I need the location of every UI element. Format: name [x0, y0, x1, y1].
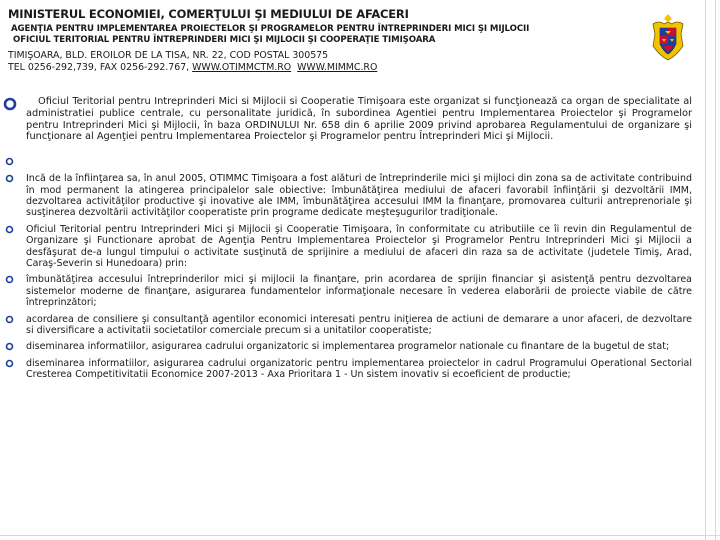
- phone-fax: TEL 0256-292,739, FAX 0256-292.767,: [8, 62, 190, 73]
- paragraph-activity: [26, 224, 692, 270]
- paragraph-text: acordarea de consiliere şi consultanţă agentilor economici interesati pentru iniţierea de actiuni de demarare a unor afaceri, de dezvoltare si diversificare a activitatii societatilor comerciale precum si a unitatilor cooperatiste;: [26, 313, 692, 337]
- website-link-otimmctm[interactable]: WWW.OTIMMCTM.RO: [192, 62, 292, 73]
- right-border-line: [705, 0, 706, 540]
- bullet-icon: [5, 342, 16, 353]
- bullet-icon: [5, 174, 16, 185]
- paragraph-text: îmbunătăţirea accesului întreprinderilor mici şi mijlocii la finanţare, prin acordarea de sprijin financiar şi asistenţă pentru dezvoltarea sistemelor moderne de finanţare, asigurarea fundamentelor informaţionale necesare în vederea elaborării de proiecte viabile de către întreprinzători;: [26, 274, 692, 309]
- paragraph-text: Oficiul Teritorial pentru Intreprinderi Mici şi Mijlocii şi Cooperatie Timişoara, în conformitate cu atributiile ce îi revin din Regulamentul de Organizare şi Functionare aprobat de Agenţia Pentru Implementarea Proiectelor şi Programelor Pentru Intreprinderi Mici şi Mijlocii a desfăşurat de-a lungul timpului o activitate susţinută de sprijinire a mediului de afaceri din raza sa de activitate (judetele Timiş, Arad, Caraş-Severin si Hunedoara) prin:: [26, 223, 692, 270]
- paragraph-intro: [26, 96, 692, 143]
- website-link-mimmc[interactable]: WWW.MIMMC.RO: [297, 62, 378, 73]
- contact-line: [8, 62, 648, 74]
- list-item-financing: [26, 274, 692, 308]
- list-item-consulting: [26, 314, 692, 337]
- paragraph-text: diseminarea informatiilor, asigurarea cadrului organizatoric pentru implementarea proiectelor in cadrul Programului Operational Sectorial Cresterea Competitivitatii Economice 2007-2013 - Axa Prioritara 1 - Un sistem inovativ si ecoeficient de productie;: [26, 357, 692, 381]
- right-border-line-outer: [715, 0, 716, 540]
- list-item-posccce: [26, 358, 692, 381]
- ministry-title: MINISTERUL ECONOMIEI, COMERŢULUI ŞI MEDIULUI DE AFACERI: [8, 7, 409, 21]
- paragraph-text: Incă de la înfiinţarea sa, în anul 2005, OTIMMC Timişoara a fost alături de întreprinderile mici şi mijloci din zona sa de activitate contribuind în mod permanent la atingerea principalelor sale obiective: îmbunătăţirea mediului de afaceri favorabil înfiinţării şi dezvoltării IMM, dezvoltarea activităţilor productive şi inovative ale IMM, îmbunătăţirea accesului IMM la finanţare, promovarea culturii antreprenoriale şi susţinerea dezvoltării activităţilor cooperatiste prin programe dedicate meşteşugurilor tradiţionale.: [26, 173, 692, 219]
- address-line: TIMIŞOARA, BLD. EROILOR DE LA TISA, NR. 22, COD POSTAL 300575: [8, 50, 329, 61]
- bullet-icon: [5, 359, 16, 370]
- empty-list-item: [26, 155, 692, 167]
- bottom-border-line: [0, 535, 720, 536]
- paragraph-text: Oficiul Teritorial pentru Intreprinderi Mici si Mijlocii si Cooperatie Timişoara este organizat si funcţionează ca organ de specialitate al administratiei publice centrale, cu personalitate juridică, în subordinea Agentiei pentru Implementarea Proiectelor şi Programelor pentru Intreprinderi Mici şi Mijlocii, în baza ORDINULUI Nr. 658 din 6 aprilie 2009 privind aprobarea Regulamentului de organizare şi funcţionare al Agenţiei pentru Implementarea Proiectelor şi Programelor pentru Întreprinderi Mici şi Mijlocii.: [26, 96, 692, 143]
- document-body: [26, 96, 692, 381]
- bullet-icon: [5, 315, 16, 326]
- bullet-icon: [3, 97, 17, 111]
- agency-title: AGENŢIA PENTRU IMPLEMENTAREA PROIECTELOR ŞI PROGRAMELOR PENTRU ÎNTREPRINDERI MICI ŞI MIJLOCII: [11, 24, 530, 34]
- office-title: OFICIUL TERITORIAL PENTRU ÎNTREPRINDERI MICI ŞI MIJLOCII ŞI COOPERAŢIE TIMIŞOARA: [13, 35, 436, 45]
- paragraph-text: diseminarea informatiilor, asigurarea cadrului organizatoric si implementarea programelor nationale cu finantare de la bugetul de stat;: [26, 341, 670, 353]
- bullet-icon: [5, 157, 16, 168]
- bullet-icon: [5, 275, 16, 286]
- coat-of-arms-icon: [650, 12, 686, 62]
- bullet-icon: [5, 225, 16, 236]
- paragraph-history: [26, 173, 692, 219]
- letterhead: [8, 6, 648, 74]
- list-item-national-programs: [26, 341, 692, 352]
